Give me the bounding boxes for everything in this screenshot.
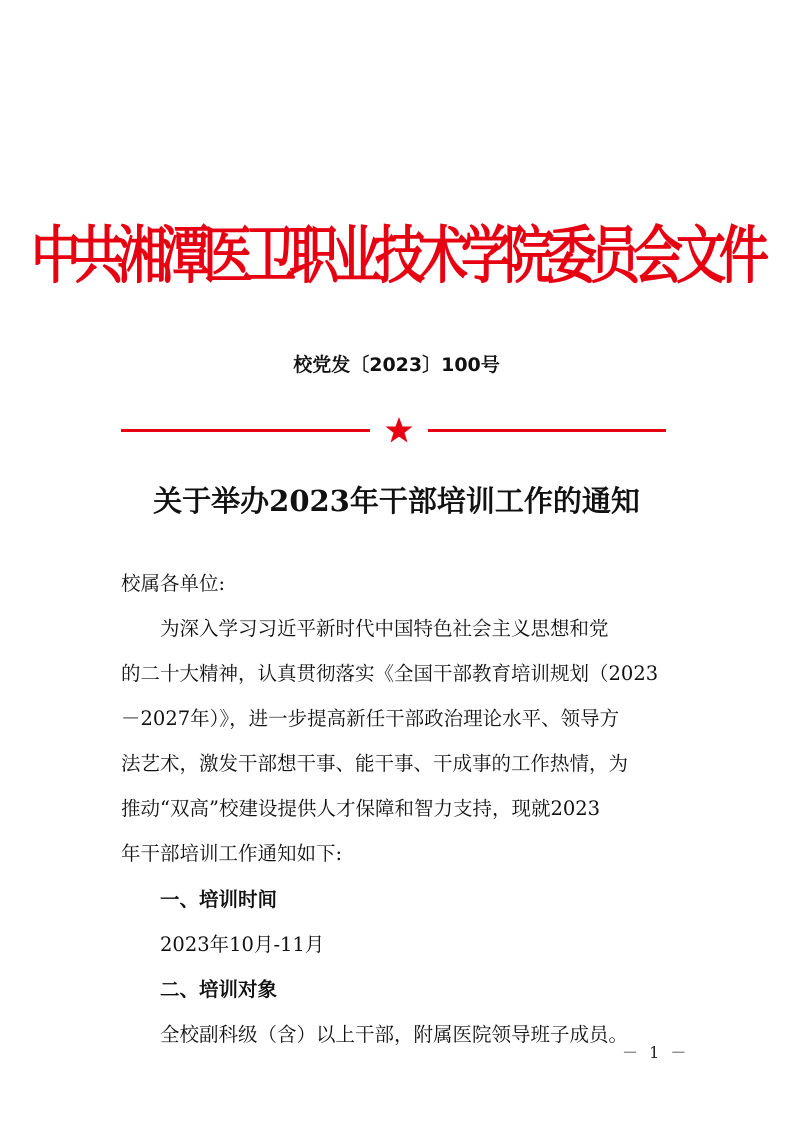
section-heading-time: 一、培训时间 bbox=[160, 888, 278, 911]
paragraph-line: 的二十大精神，认真贯彻落实《全国干部教育培训规划（2023 bbox=[121, 662, 659, 685]
star-icon bbox=[384, 416, 414, 444]
red-divider-right bbox=[428, 429, 666, 432]
paragraph-line: 为深入学习习近平新时代中国特色社会主义思想和党 bbox=[160, 617, 609, 640]
section-content-time: 2023年10月-11月 bbox=[160, 933, 325, 956]
masthead-title: 中共湘潭医卫职业技术学院委员会文件 bbox=[31, 218, 762, 292]
document-number: 校党发〔2023〕100号 bbox=[293, 354, 500, 376]
paragraph-line: 推动“双高”校建设提供人才保障和智力支持，现就2023 bbox=[121, 797, 601, 820]
section-heading-audience: 二、培训对象 bbox=[160, 978, 278, 1001]
red-divider-left bbox=[121, 429, 370, 432]
paragraph-line: 法艺术，激发干部想干事、能干事、干成事的工作热情，为 bbox=[121, 752, 629, 775]
paragraph-line: －2027年）》，进一步提高新任干部政治理论水平、领导方 bbox=[121, 707, 620, 730]
page-number: － 1 － bbox=[622, 1043, 690, 1062]
paragraph-line: 年干部培训工作通知如下: bbox=[121, 842, 343, 865]
salutation: 校属各单位: bbox=[121, 572, 226, 595]
notice-title: 关于举办2023年干部培训工作的通知 bbox=[153, 484, 640, 518]
section-content-audience: 全校副科级（含）以上干部，附属医院领导班子成员。 bbox=[160, 1023, 629, 1046]
